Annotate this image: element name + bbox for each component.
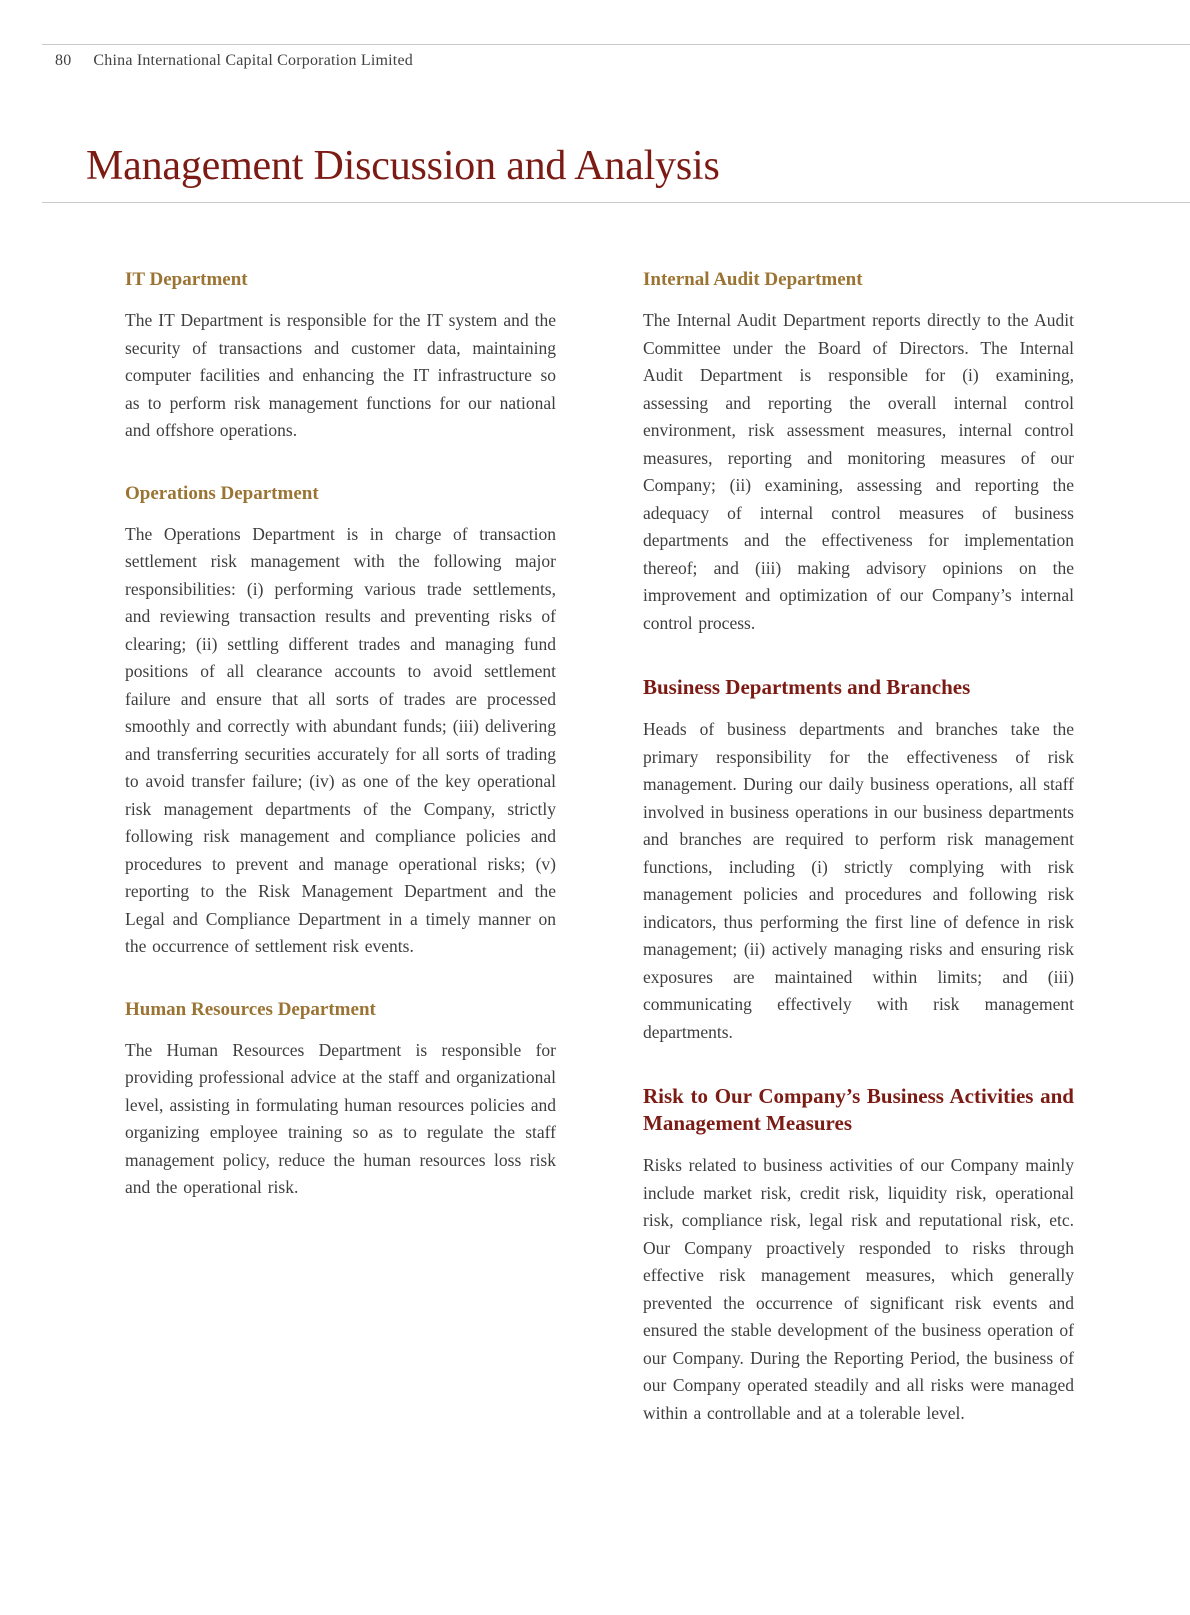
section-heading: Business Departments and Branches xyxy=(643,675,971,699)
section-internal-audit-department xyxy=(643,268,1074,637)
section-heading: Operations Department xyxy=(125,482,319,504)
section-business-departments-and-branches xyxy=(643,674,1074,1046)
section-human-resources-department xyxy=(125,998,556,1202)
section-body: Risks related to business activities of our Company mainly include market risk, credit risk, liquidity risk, operational risk, compliance risk, legal risk and reputational risk, etc. Our Company proactively responded to risks through effective risk management measures, which generally prevented the occurrence of significant risk events and ensured the stable development of the business operation of our Company. During the Reporting Period, the business of our Company operated steadily and all risks were managed within a controllable and at a tolerable level. xyxy=(643,1155,1074,1423)
company-name: China International Capital Corporation Limited xyxy=(93,52,413,69)
section-heading: Human Resources Department xyxy=(125,998,376,1020)
section-body: Heads of business departments and branches take the primary responsibility for the effectiveness of risk management. During our daily business operations, all staff involved in business operations in our business departments and branches are required to perform risk management functions, including (i) strictly complying with risk management policies and procedures and following risk indicators, thus performing the first line of defence in risk management; (ii) actively managing risks and ensuring risk exposures are maintained within limits; and (iii) communicating effectively with risk management departments. xyxy=(643,719,1074,1042)
section-heading: Internal Audit Department xyxy=(643,269,863,290)
header-divider-rule xyxy=(42,44,1190,45)
page-number: 80 xyxy=(55,52,72,69)
right-column xyxy=(643,268,1074,1427)
section-heading: IT Department xyxy=(125,269,248,290)
section-body: The IT Department is responsible for the IT system and the security of transactions and customer data, maintaining computer facilities and enhancing the IT infrastructure so as to perform risk management functions for our national and offshore operations. xyxy=(125,310,556,440)
title-divider-rule xyxy=(42,202,1190,203)
section-risk-to-business-activities xyxy=(643,1083,1074,1427)
two-column-content xyxy=(125,268,1074,1427)
section-body: The Human Resources Department is responsible for providing professional advice at the staff and organizational level, assisting in formulating human resources policies and organizing employee training so as to regulate the staff management policy, reduce the human resources loss risk and the operational risk. xyxy=(125,1039,556,1197)
section-operations-department xyxy=(125,482,556,961)
section-it-department xyxy=(125,268,556,445)
section-heading: Risk to Our Company’s Business Activities and Management Measures xyxy=(643,1084,1074,1135)
left-column xyxy=(125,268,556,1427)
page-header xyxy=(55,52,413,70)
section-body: The Internal Audit Department reports directly to the Audit Committee under the Board of Directors. The Internal Audit Department is responsible for (i) examining, assessing and reporting the overall internal control environment, risk assessment measures, internal control measures, reporting and monitoring measures of our Company; (ii) examining, assessing and reporting the adequacy of internal control measures of business departments and the effectiveness for implementation thereof; and (iii) making advisory opinions on the improvement and optimization of our Company’s internal control process. xyxy=(643,310,1074,633)
section-body: The Operations Department is in charge of transaction settlement risk management with the following major responsibilities: (i) performing various trade settlements, and reviewing transaction results and preventing risks of clearing; (ii) settling different trades and managing fund positions of all clearance accounts to avoid settlement failure and ensure that all sorts of trades are processed smoothly and correctly with abundant funds; (iii) delivering and transferring securities accurately for all sorts of trading to avoid transfer failure; (iv) as one of the key operational risk management departments of the Company, strictly following risk management and compliance policies and procedures to prevent and manage operational risks; (v) reporting to the Risk Management Department and the Legal and Compliance Department in a timely manner on the occurrence of settlement risk events. xyxy=(125,523,556,956)
page-title: Management Discussion and Analysis xyxy=(86,143,720,189)
